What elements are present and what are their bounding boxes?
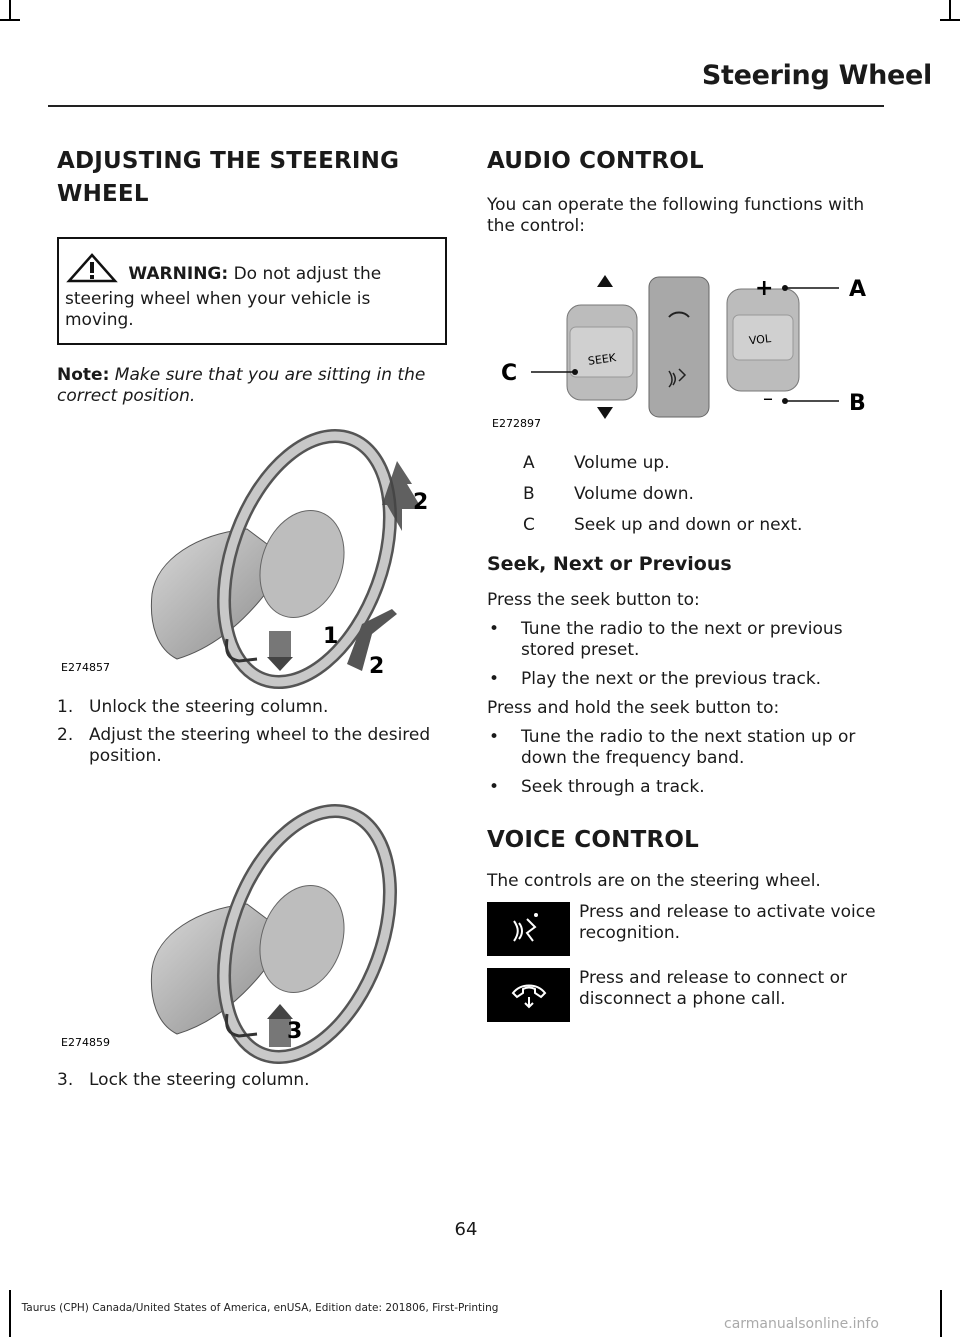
list-item: Press and release to connect or disconnect a phone call. (487, 968, 887, 1022)
section-heading-voice: VOICE CONTROL (487, 827, 699, 853)
minus-label: – (763, 386, 773, 410)
vol-label: VOL (748, 332, 772, 348)
warning-label: WARNING: (128, 264, 229, 284)
list-item: 2. Adjust the steering wheel to the desired position. (57, 725, 431, 766)
seek-up-arrow-icon (597, 275, 613, 287)
audio-control-illustration (487, 265, 887, 435)
subheading-seek: Seek, Next or Previous (487, 553, 732, 575)
warning-text: Do not adjust the steering wheel when your vehicle is moving. (65, 264, 382, 330)
seek-label: SEEK (587, 351, 617, 368)
callout-a: A (849, 277, 867, 302)
audio-control-figure (487, 265, 887, 435)
watermark: carmanualsonline.info (724, 1316, 879, 1332)
warning-icon (65, 253, 119, 289)
callout-label: 1 (323, 624, 339, 649)
audio-intro: You can operate the following functions with the control: (487, 195, 865, 236)
footer-edition: Taurus (CPH) Canada/United States of America, enUSA, Edition date: 201806, First-Printing (21, 1302, 499, 1314)
list-item: • Play the next or the previous track. (489, 669, 822, 689)
plus-label: + (755, 276, 774, 301)
crop-mark (9, 0, 11, 20)
note-text: Make sure that you are sitting in the correct position. (57, 365, 426, 406)
page-header-title: Steering Wheel (701, 60, 932, 91)
section-heading-adjusting: ADJUSTING THE STEERING WHEEL (57, 148, 400, 207)
hold-intro: Press and hold the seek button to: (487, 698, 780, 718)
note-label: Note: (57, 365, 110, 385)
press-bullets (487, 619, 887, 690)
hold-bullets (487, 727, 887, 798)
crop-mark (949, 0, 951, 20)
audio-legend-table (487, 453, 887, 536)
crop-mark (940, 19, 960, 21)
warning-box (57, 237, 447, 345)
steering-figure-lock (57, 774, 447, 1064)
left-column (57, 145, 447, 1098)
callout-b: B (849, 391, 866, 416)
crop-mark (0, 19, 20, 21)
steps-list (57, 697, 447, 767)
page-number: 64 (454, 1219, 478, 1240)
table-row: C Seek up and down or next. (523, 515, 803, 535)
voice-recognition-icon (487, 902, 570, 956)
header-divider (48, 105, 884, 107)
list-item: • Seek through a track. (489, 777, 705, 797)
figure-code: E274859 (61, 1036, 110, 1049)
steering-wheel-illustration (57, 409, 447, 691)
seek-down-arrow-icon (597, 407, 613, 419)
note (57, 365, 447, 407)
steps-list-lock (57, 1070, 447, 1091)
voice-intro: The controls are on the steering wheel. (487, 871, 821, 891)
callout-label: 2 (369, 654, 385, 679)
steering-figure-unlock (57, 409, 447, 691)
figure-code: E272897 (492, 417, 541, 430)
table-row: B Volume down. (523, 484, 694, 504)
list-item: • Tune the radio to the next or previous stored preset. (489, 619, 843, 660)
voice-items (487, 902, 887, 1022)
list-item: Press and release to activate voice recognition. (487, 902, 887, 956)
callout-c: C (501, 361, 518, 386)
steering-wheel-illustration (57, 774, 447, 1064)
callout-label: 2 (413, 490, 429, 515)
table-row: A Volume up. (523, 453, 670, 473)
right-column (487, 145, 887, 1034)
section-heading-audio: AUDIO CONTROL (487, 148, 704, 174)
callout-label: 3 (287, 1019, 303, 1044)
crop-mark (940, 1290, 942, 1337)
unlock-arrow-icon (267, 631, 293, 671)
phone-icon (487, 968, 570, 1022)
press-intro: Press the seek button to: (487, 590, 700, 610)
list-item: 1. Unlock the steering column. (57, 697, 329, 717)
list-item: • Tune the radio to the next station up or down the frequency band. (489, 727, 856, 768)
list-item: 3. Lock the steering column. (57, 1070, 310, 1090)
figure-code: E274857 (61, 661, 110, 674)
